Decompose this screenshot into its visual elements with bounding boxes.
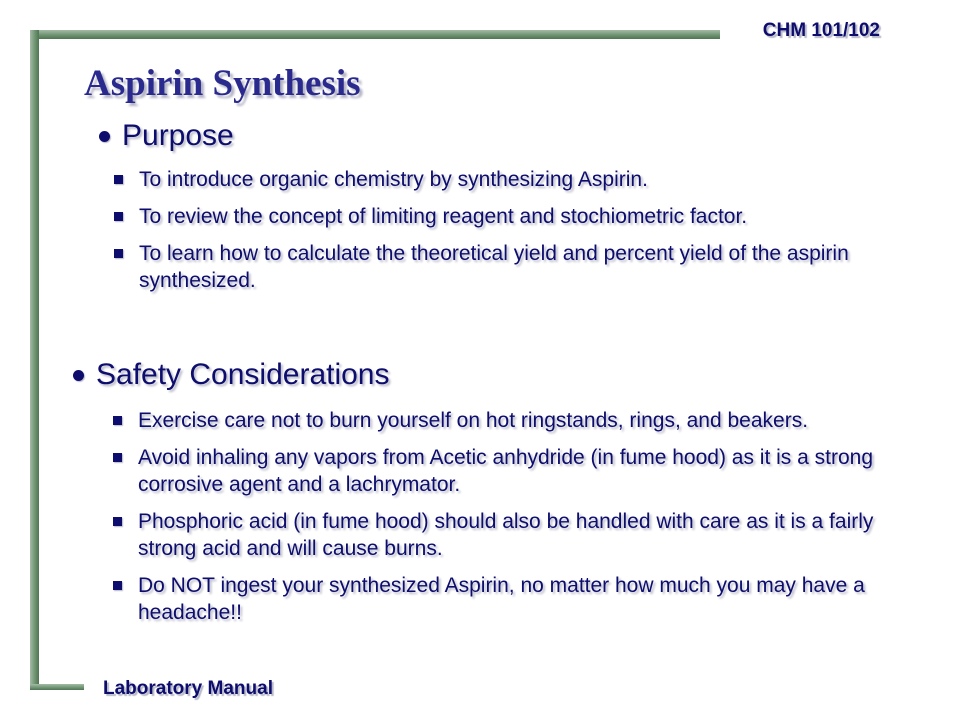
list-item [107,203,892,230]
purpose-list [107,166,892,294]
slide-title: Aspirin Synthesis [84,63,361,104]
list-item-text: Do NOT ingest your synthesized Aspirin, no matter how much you may have a headache!! [138,574,865,624]
bullet-dot-icon [99,131,110,142]
purpose-section [122,118,892,304]
purpose-heading [122,118,892,154]
footer-label: Laboratory Manual [103,678,273,699]
list-item [107,166,892,193]
frame-top-bar [30,30,720,39]
frame-left-bar [30,30,39,690]
square-bullet-icon [114,212,123,221]
list-item-text: Phosphoric acid (in fume hood) should also be handled with care as it is a fairly strong acid and will cause burns. [138,510,874,560]
list-item [106,508,891,562]
list-item [106,407,891,434]
list-item-text: Avoid inhaling any vapors from Acetic anhydride (in fume hood) as it is a strong corrosive agent and a lachrymator. [138,446,873,496]
course-code: CHM 101/102 [762,20,880,41]
list-item-text: Exercise care not to burn yourself on hot ringstands, rings, and beakers. [138,409,809,432]
purpose-heading-text: Purpose [122,119,234,152]
list-item-text: To review the concept of limiting reagent and stochiometric factor. [139,205,748,228]
list-item-text: To introduce organic chemistry by synthesizing Aspirin. [139,168,648,191]
square-bullet-icon [114,175,123,184]
square-bullet-icon [113,517,122,526]
safety-heading [96,357,891,393]
list-item-text: To learn how to calculate the theoretical yield and percent yield of the aspirin synthesized. [139,242,849,292]
bullet-dot-icon [73,370,84,381]
square-bullet-icon [113,581,122,590]
list-item [106,444,891,498]
safety-list [106,407,891,626]
safety-section [96,357,891,636]
safety-heading-text: Safety Considerations [96,358,390,391]
square-bullet-icon [113,416,122,425]
frame-bottom-bar [30,684,84,690]
list-item [106,572,891,626]
square-bullet-icon [114,249,123,258]
list-item [107,240,892,294]
square-bullet-icon [113,453,122,462]
